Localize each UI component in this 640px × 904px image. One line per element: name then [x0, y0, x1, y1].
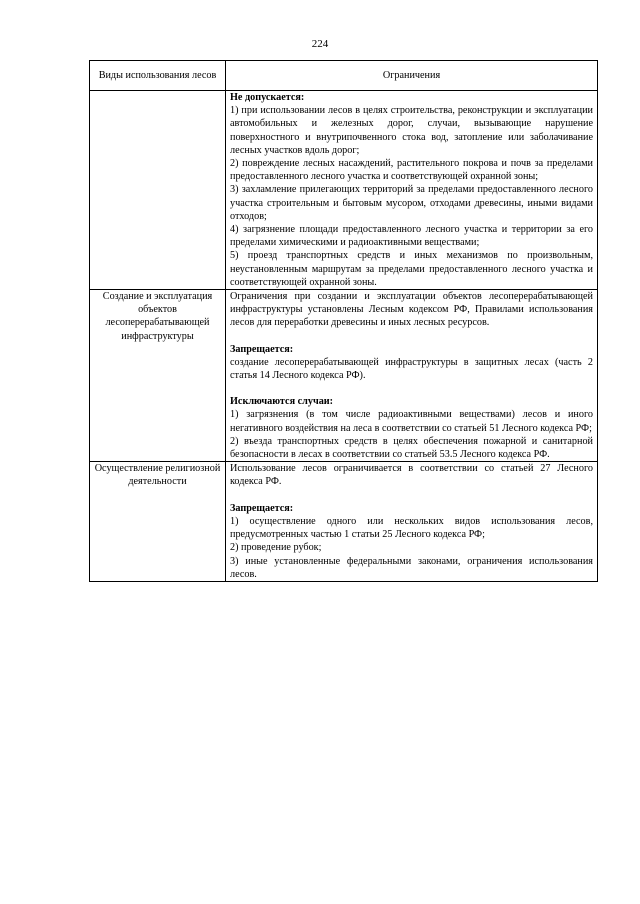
restriction-item: 5) проезд транспортных средств и иных механизмов по произвольным, неустановленным маршрутам за пределами предоставленного лесного участка и соответствующей охранной зоны.: [230, 250, 593, 288]
restrictions-cell: [226, 290, 598, 462]
restriction-item: 2) проведение рубок;: [230, 542, 322, 554]
use-type-cell: Осуществление религиозной деятельности: [90, 462, 226, 582]
section-heading: Запрещается:: [230, 502, 294, 514]
restriction-item: 2) въезда транспортных средств в целях обеспечения пожарной и санитарной безопасности в лесах в соответствии со статьей 53.5 Лесного кодекса РФ.: [230, 435, 593, 461]
header-restrictions: Ограничения: [226, 61, 598, 91]
table-header-row: [90, 61, 598, 91]
restriction-item: 3) иные установленные федеральными законами, ограничения использования лесов.: [230, 555, 593, 580]
page-number: 224: [311, 38, 329, 50]
header-use-types: Виды использования лесов: [90, 61, 226, 91]
section-heading: Не допускается:: [230, 92, 305, 103]
section-heading: Исключаются случаи:: [230, 396, 334, 408]
section-heading: Запрещается:: [230, 343, 294, 355]
use-type-cell: Создание и эксплуатация объектов лесоперерабатывающей инфраструктуры: [90, 290, 226, 462]
restriction-item: 3) захламление прилегающих территорий за пределами предоставленного лесного участка строительным и бытовым мусором, отходами древесины, иными видами отходов;: [230, 184, 593, 222]
restrictions-cell: [226, 462, 598, 582]
restrictions-cell: [226, 91, 598, 290]
restrictions-table: [89, 60, 598, 582]
restriction-item: создание лесоперерабатывающей инфраструктуры в защитных лесах (часть 2 статья 14 Лесного кодекса РФ).: [230, 356, 593, 382]
restriction-item: 1) при использовании лесов в целях строительства, реконструкции и эксплуатации автомобильных и железных дорог, случаи, вызывающие нарушение поверхностного и внутрипочвенного стока вод, затопление или заболачивание лесных участков вдоль дорог;: [230, 105, 593, 156]
restriction-item: 2) повреждение лесных насаждений, растительного покрова и почв за пределами предоставленного лесного участка и соответствующей охранной зоны;: [230, 158, 593, 183]
restriction-item: 1) осуществление одного или нескольких видов использования лесов, предусмотренных частью 1 статьи 25 Лесного кодекса РФ;: [230, 515, 593, 541]
restriction-item: 4) загрязнение площади предоставленного лесного участка и территории за его пределами химическими и радиоактивными веществами;: [230, 224, 593, 249]
use-type-cell: [90, 91, 226, 290]
restriction-item: 1) загрязнения (в том числе радиоактивными веществами) лесов и иного негативного воздействия на леса в соответствии со статьей 51 Лесного кодекса РФ;: [230, 409, 593, 434]
table-row: [90, 290, 598, 462]
restriction-intro: Ограничения при создании и эксплуатации объектов лесоперерабатывающей инфраструктуры установлены Лесным кодексом РФ, Правилами использования лесов для переработки древесины и иных лесных ресурсов.: [230, 291, 593, 329]
table-row: [90, 462, 598, 582]
table-row: [90, 91, 598, 290]
restriction-intro: Использование лесов ограничивается в соответствии со статьей 27 Лесного кодекса РФ.: [230, 463, 593, 488]
